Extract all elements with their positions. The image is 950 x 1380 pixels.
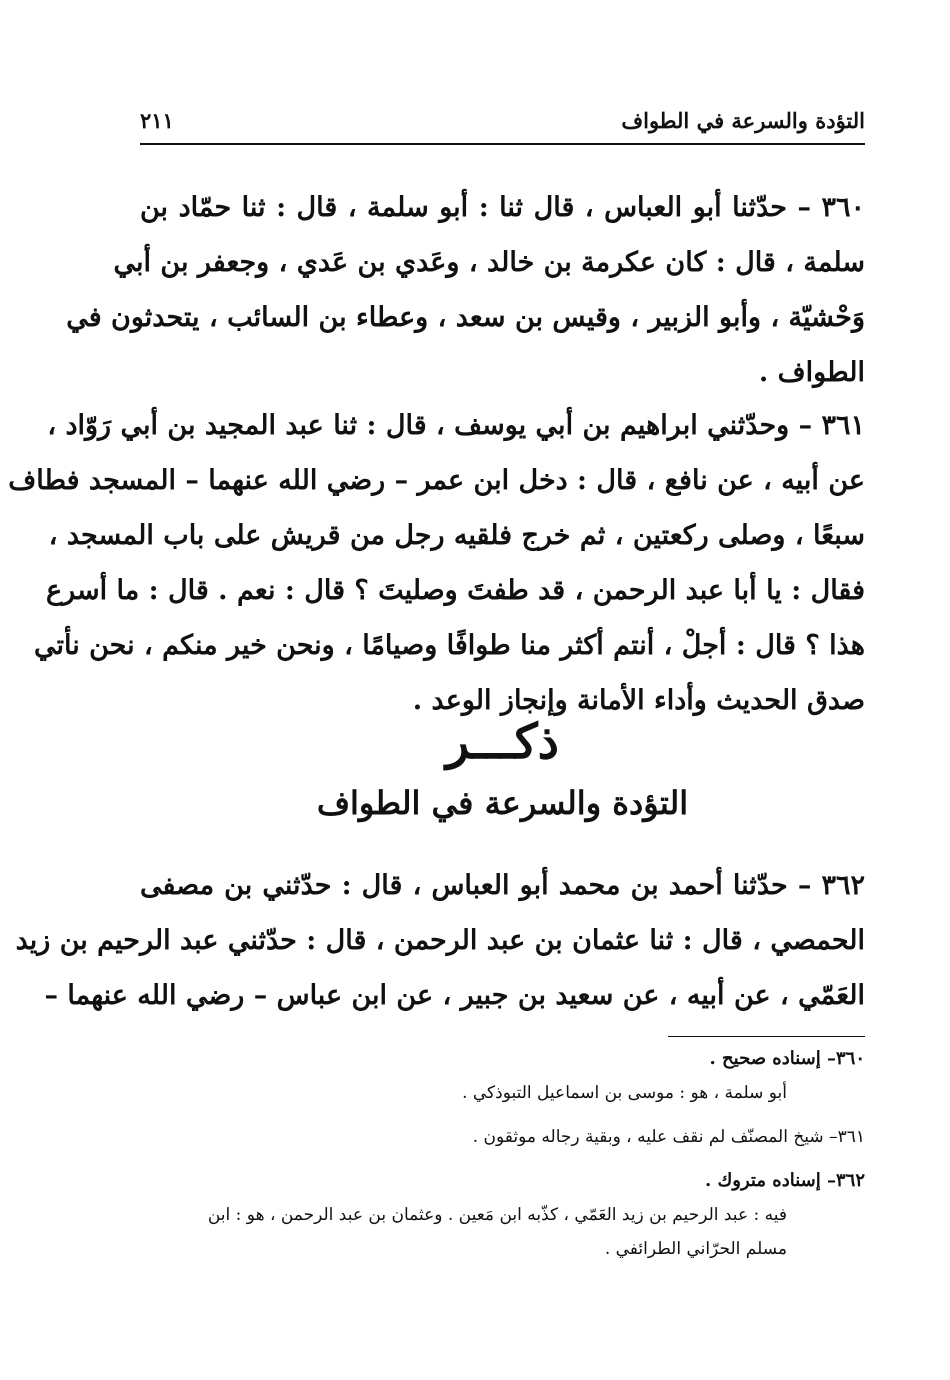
running-title: التؤدة والسرعة في الطواف: [621, 107, 865, 133]
paragraph-361: [8, 398, 865, 728]
text-line: ٣٦٠ – حدّثنا أبو العباس ، قال ثنا : أبو سلمة ، قال : ثنا حمّاد بن: [140, 192, 865, 223]
footnote-360: [140, 1042, 865, 1110]
section-ornament-heading: ذكـــر: [446, 714, 559, 770]
text-line: صدق الحديث وأداء الأمانة وإنجاز الوعد .: [412, 685, 865, 716]
footnote-body: مسلم الحرّاني الطرائفي .: [604, 1239, 787, 1259]
text-line: الحمصي ، قال : ثنا عثمان بن عبد الرحمن ، قال : حدّثني عبد الرحيم بن زيد: [15, 925, 865, 956]
text-line: الطواف .: [758, 357, 865, 388]
footnote-head: ٣٦٢– إسناده متروك .: [704, 1170, 865, 1191]
page-header: [140, 102, 865, 138]
text-line: العَمّي ، عن أبيه ، عن سعيد بن جبير ، عن ابن عباس – رضي الله عنهما –: [44, 980, 865, 1011]
page-number: ٢١١: [140, 107, 174, 133]
footnote-361: [140, 1120, 865, 1154]
footnote-rule: [668, 1036, 865, 1037]
footnote-head: ٣٦١– شيخ المصنّف لم نقف عليه ، وبقية رجاله موثقون .: [472, 1127, 865, 1147]
footnotes: [140, 1042, 865, 1276]
footnote-362: [140, 1164, 865, 1266]
text-line: فقال : يا أبا عبد الرحمن ، قد طفتَ وصليتَ ؟ قال : نعم . قال : ما أسرع: [46, 575, 865, 606]
paragraph-362: [15, 858, 865, 1023]
text-line: وَحْشيّة ، وأبو الزبير ، وقيس بن سعد ، وعطاء بن السائب ، يتحدثون في: [66, 302, 865, 333]
paragraph-360: [66, 180, 865, 400]
header-rule: [140, 143, 865, 145]
footnote-body: أبو سلمة ، هو : موسى بن اسماعيل التبوذكي .: [462, 1083, 787, 1103]
text-line: سبعًا ، وصلى ركعتين ، ثم خرج فلقيه رجل من قريش على باب المسجد ،: [48, 520, 865, 551]
footnote-head: ٣٦٠– إسناده صحيح .: [709, 1048, 865, 1069]
text-line: ٣٦٢ – حدّثنا أحمد بن محمد أبو العباس ، قال : حدّثني بن مصفى: [140, 870, 865, 901]
text-line: سلمة ، قال : كان عكرمة بن خالد ، وعَدي بن عَدي ، وجعفر بن أبي: [113, 247, 865, 278]
text-line: ٣٦١ – وحدّثني ابراهيم بن أبي يوسف ، قال : ثنا عبد المجيد بن أبي رَوّاد ،: [47, 410, 865, 441]
footnote-body: فيه : عبد الرحيم بن زيد العَمّي ، كذّبه ابن مَعين . وعثمان بن عبد الرحمن ، هو : ابن: [207, 1205, 787, 1225]
section-title: التؤدة والسرعة في الطواف: [316, 784, 689, 822]
text-line: عن أبيه ، عن نافع ، قال : دخل ابن عمر – رضي الله عنهما – المسجد فطاف: [8, 465, 865, 496]
text-line: هذا ؟ قال : أجلْ ، أنتم أكثر منا طوافًا وصيامًا ، ونحن خير منكم ، نحن نأتي: [33, 630, 865, 661]
